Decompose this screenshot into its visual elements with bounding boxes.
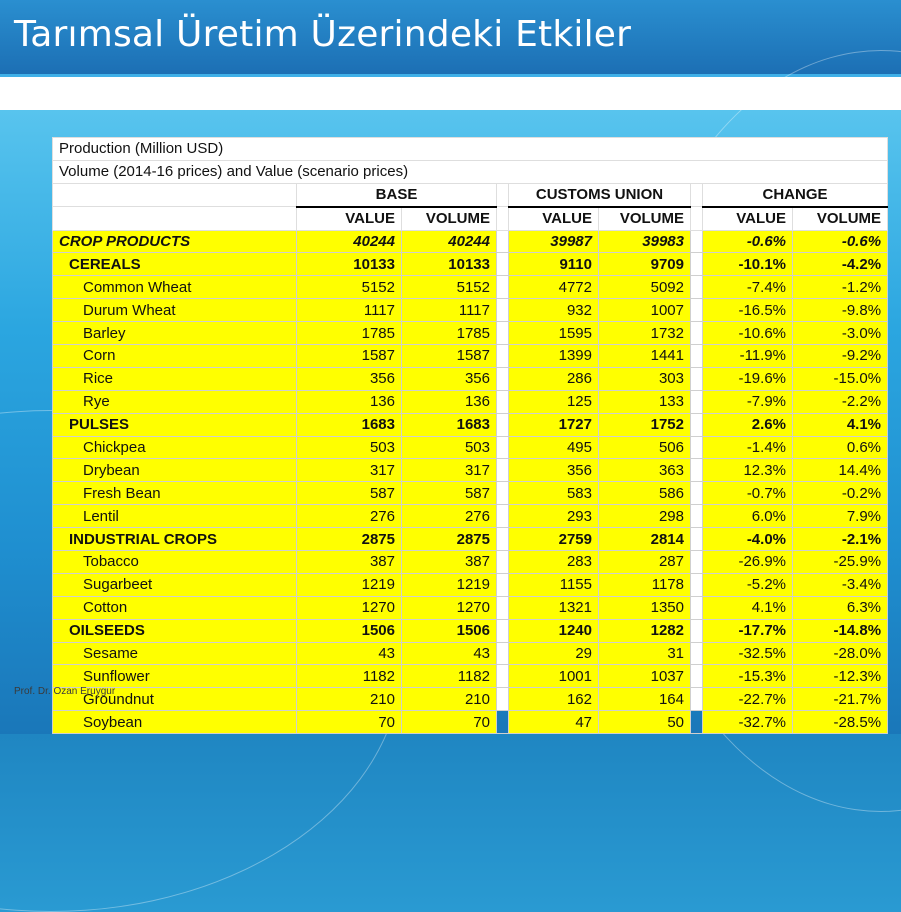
cell-b-val: 1587 xyxy=(297,345,402,368)
column-gap xyxy=(497,436,509,459)
column-gap xyxy=(691,482,703,505)
cell-b-val: 587 xyxy=(297,482,402,505)
cell-c-val: 39987 xyxy=(509,230,599,253)
cell-ch-vol: -0.2% xyxy=(793,482,888,505)
cell-b-vol: 136 xyxy=(402,390,497,413)
row-label: Fresh Bean xyxy=(53,482,297,505)
column-gap xyxy=(497,390,509,413)
column-gap xyxy=(497,299,509,322)
cell-ch-vol: 14.4% xyxy=(793,459,888,482)
column-gap xyxy=(691,253,703,276)
row-label: Chickpea xyxy=(53,436,297,459)
cell-c-vol: 5092 xyxy=(599,276,691,299)
column-gap xyxy=(691,367,703,390)
column-gap xyxy=(497,573,509,596)
cell-b-vol: 1587 xyxy=(402,345,497,368)
cell-b-vol: 1270 xyxy=(402,596,497,619)
column-gap xyxy=(691,573,703,596)
group-header-base: BASE xyxy=(297,183,497,206)
cell-b-val: 1785 xyxy=(297,322,402,345)
table-row xyxy=(53,619,888,642)
table-row xyxy=(53,436,888,459)
table-row xyxy=(53,551,888,574)
column-gap xyxy=(691,642,703,665)
cell-ch-vol: 6.3% xyxy=(793,596,888,619)
table-row xyxy=(53,459,888,482)
cell-ch-val: 6.0% xyxy=(703,505,793,528)
subheader-base-volume: VOLUME xyxy=(402,207,497,230)
cell-c-vol: 1282 xyxy=(599,619,691,642)
cell-ch-val: -32.5% xyxy=(703,642,793,665)
cell-c-val: 583 xyxy=(509,482,599,505)
subheader-cu-volume: VOLUME xyxy=(599,207,691,230)
cell-ch-val: -0.6% xyxy=(703,230,793,253)
cell-b-val: 387 xyxy=(297,551,402,574)
row-label: PULSES xyxy=(53,413,297,436)
cell-b-val: 1270 xyxy=(297,596,402,619)
cell-c-vol: 1178 xyxy=(599,573,691,596)
row-label: Cotton xyxy=(53,596,297,619)
cell-b-vol: 43 xyxy=(402,642,497,665)
cell-ch-vol: 7.9% xyxy=(793,505,888,528)
cell-ch-val: -16.5% xyxy=(703,299,793,322)
column-gap xyxy=(691,345,703,368)
cell-b-val: 136 xyxy=(297,390,402,413)
cell-ch-vol: -15.0% xyxy=(793,367,888,390)
cell-b-vol: 1219 xyxy=(402,573,497,596)
cell-b-val: 5152 xyxy=(297,276,402,299)
cell-c-vol: 1441 xyxy=(599,345,691,368)
subheader-change-value: VALUE xyxy=(703,207,793,230)
column-gap xyxy=(691,390,703,413)
cell-c-val: 162 xyxy=(509,688,599,711)
cell-b-vol: 210 xyxy=(402,688,497,711)
cell-b-vol: 1506 xyxy=(402,619,497,642)
column-gap xyxy=(691,665,703,688)
column-gap xyxy=(497,642,509,665)
column-gap xyxy=(497,596,509,619)
column-gap xyxy=(691,299,703,322)
cell-c-val: 1001 xyxy=(509,665,599,688)
cell-ch-vol: -12.3% xyxy=(793,665,888,688)
cell-b-val: 43 xyxy=(297,642,402,665)
cell-ch-val: -7.9% xyxy=(703,390,793,413)
column-gap xyxy=(691,459,703,482)
column-gap xyxy=(691,551,703,574)
cell-ch-val: -10.1% xyxy=(703,253,793,276)
subheader-change-volume: VOLUME xyxy=(793,207,888,230)
cell-ch-vol: -3.4% xyxy=(793,573,888,596)
cell-ch-val: 2.6% xyxy=(703,413,793,436)
cell-c-vol: 1037 xyxy=(599,665,691,688)
row-label: Common Wheat xyxy=(53,276,297,299)
cell-b-val: 10133 xyxy=(297,253,402,276)
row-label: Groundnut xyxy=(53,688,297,711)
row-label: Lentil xyxy=(53,505,297,528)
cell-c-vol: 1752 xyxy=(599,413,691,436)
column-gap xyxy=(497,551,509,574)
table-row xyxy=(53,596,888,619)
cell-ch-val: -17.7% xyxy=(703,619,793,642)
row-label: CROP PRODUCTS xyxy=(53,230,297,253)
column-gap xyxy=(497,688,509,711)
cell-b-vol: 70 xyxy=(402,711,497,734)
cell-c-vol: 586 xyxy=(599,482,691,505)
cell-ch-val: -26.9% xyxy=(703,551,793,574)
cell-c-vol: 363 xyxy=(599,459,691,482)
cell-b-val: 70 xyxy=(297,711,402,734)
column-gap xyxy=(691,596,703,619)
cell-ch-val: -19.6% xyxy=(703,367,793,390)
cell-b-vol: 1785 xyxy=(402,322,497,345)
cell-ch-vol: -3.0% xyxy=(793,322,888,345)
column-gap xyxy=(691,711,703,734)
cell-b-vol: 1683 xyxy=(402,413,497,436)
cell-ch-vol: 0.6% xyxy=(793,436,888,459)
cell-ch-val: -10.6% xyxy=(703,322,793,345)
cell-c-val: 47 xyxy=(509,711,599,734)
subheader-base-value: VALUE xyxy=(297,207,402,230)
cell-c-vol: 1350 xyxy=(599,596,691,619)
cell-ch-vol: -2.2% xyxy=(793,390,888,413)
cell-c-vol: 2814 xyxy=(599,528,691,551)
cell-c-vol: 287 xyxy=(599,551,691,574)
group-header-change: CHANGE xyxy=(703,183,888,206)
cell-b-val: 210 xyxy=(297,688,402,711)
column-gap xyxy=(497,367,509,390)
cell-b-val: 317 xyxy=(297,459,402,482)
column-gap xyxy=(497,345,509,368)
cell-ch-val: -1.4% xyxy=(703,436,793,459)
cell-b-val: 40244 xyxy=(297,230,402,253)
table-caption-prices: Volume (2014-16 prices) and Value (scenario prices) xyxy=(53,160,888,183)
author-footer: Prof. Dr. Ozan Eruygur xyxy=(14,686,116,697)
cell-b-val: 276 xyxy=(297,505,402,528)
table-row xyxy=(53,253,888,276)
table-row xyxy=(53,413,888,436)
cell-c-vol: 303 xyxy=(599,367,691,390)
cell-b-vol: 356 xyxy=(402,367,497,390)
cell-b-val: 2875 xyxy=(297,528,402,551)
cell-ch-vol: -1.2% xyxy=(793,276,888,299)
cell-ch-val: -0.7% xyxy=(703,482,793,505)
subheader-cu-value: VALUE xyxy=(509,207,599,230)
production-table-container xyxy=(52,137,887,731)
cell-ch-val: -32.7% xyxy=(703,711,793,734)
cell-c-val: 293 xyxy=(509,505,599,528)
table-row xyxy=(53,688,888,711)
cell-c-vol: 298 xyxy=(599,505,691,528)
cell-c-val: 9110 xyxy=(509,253,599,276)
table-row xyxy=(53,390,888,413)
cell-ch-val: -7.4% xyxy=(703,276,793,299)
cell-c-val: 4772 xyxy=(509,276,599,299)
column-gap xyxy=(497,413,509,436)
cell-ch-val: -4.0% xyxy=(703,528,793,551)
column-gap xyxy=(497,619,509,642)
cell-b-val: 1182 xyxy=(297,665,402,688)
cell-c-vol: 133 xyxy=(599,390,691,413)
column-gap xyxy=(691,505,703,528)
table-row xyxy=(53,345,888,368)
cell-b-val: 1683 xyxy=(297,413,402,436)
table-row xyxy=(53,505,888,528)
row-label: Durum Wheat xyxy=(53,299,297,322)
cell-c-val: 286 xyxy=(509,367,599,390)
table-row xyxy=(53,642,888,665)
cell-ch-val: -5.2% xyxy=(703,573,793,596)
column-gap xyxy=(691,413,703,436)
cell-b-vol: 10133 xyxy=(402,253,497,276)
cell-c-val: 1727 xyxy=(509,413,599,436)
cell-ch-val: -11.9% xyxy=(703,345,793,368)
cell-b-vol: 1182 xyxy=(402,665,497,688)
cell-b-val: 356 xyxy=(297,367,402,390)
cell-ch-vol: -25.9% xyxy=(793,551,888,574)
column-gap xyxy=(691,276,703,299)
row-label: Corn xyxy=(53,345,297,368)
row-label: Barley xyxy=(53,322,297,345)
cell-c-vol: 164 xyxy=(599,688,691,711)
cell-c-val: 932 xyxy=(509,299,599,322)
cell-ch-vol: -21.7% xyxy=(793,688,888,711)
column-gap xyxy=(497,528,509,551)
cell-c-val: 125 xyxy=(509,390,599,413)
column-gap xyxy=(497,276,509,299)
cell-c-val: 2759 xyxy=(509,528,599,551)
cell-c-vol: 1732 xyxy=(599,322,691,345)
cell-b-vol: 387 xyxy=(402,551,497,574)
production-table xyxy=(52,137,888,734)
column-gap xyxy=(497,459,509,482)
column-gap xyxy=(497,711,509,734)
cell-b-vol: 40244 xyxy=(402,230,497,253)
cell-c-vol: 9709 xyxy=(599,253,691,276)
cell-c-val: 356 xyxy=(509,459,599,482)
column-gap xyxy=(497,230,509,253)
table-row xyxy=(53,367,888,390)
cell-ch-val: 12.3% xyxy=(703,459,793,482)
column-gap xyxy=(497,322,509,345)
table-row xyxy=(53,482,888,505)
cell-b-val: 1506 xyxy=(297,619,402,642)
column-gap xyxy=(497,253,509,276)
table-row xyxy=(53,299,888,322)
title-bar xyxy=(0,0,901,77)
table-caption-units: Production (Million USD) xyxy=(53,138,888,161)
row-label: Drybean xyxy=(53,459,297,482)
cell-c-vol: 50 xyxy=(599,711,691,734)
column-gap xyxy=(691,688,703,711)
cell-b-vol: 5152 xyxy=(402,276,497,299)
column-gap xyxy=(497,665,509,688)
cell-b-vol: 587 xyxy=(402,482,497,505)
column-gap xyxy=(691,230,703,253)
cell-ch-val: 4.1% xyxy=(703,596,793,619)
column-gap xyxy=(691,619,703,642)
cell-c-vol: 1007 xyxy=(599,299,691,322)
row-label: Tobacco xyxy=(53,551,297,574)
cell-b-val: 503 xyxy=(297,436,402,459)
cell-ch-val: -22.7% xyxy=(703,688,793,711)
cell-c-val: 495 xyxy=(509,436,599,459)
cell-ch-vol: -4.2% xyxy=(793,253,888,276)
cell-ch-vol: -2.1% xyxy=(793,528,888,551)
cell-c-val: 1155 xyxy=(509,573,599,596)
cell-ch-vol: -28.5% xyxy=(793,711,888,734)
column-gap xyxy=(497,482,509,505)
table-row xyxy=(53,322,888,345)
row-label: Sugarbeet xyxy=(53,573,297,596)
cell-ch-vol: -9.8% xyxy=(793,299,888,322)
cell-ch-vol: -14.8% xyxy=(793,619,888,642)
table-row xyxy=(53,528,888,551)
cell-c-val: 1595 xyxy=(509,322,599,345)
row-label: Sunflower xyxy=(53,665,297,688)
cell-b-val: 1219 xyxy=(297,573,402,596)
cell-ch-vol: -28.0% xyxy=(793,642,888,665)
cell-ch-vol: -0.6% xyxy=(793,230,888,253)
row-label: Sesame xyxy=(53,642,297,665)
group-header-customs-union: CUSTOMS UNION xyxy=(509,183,691,206)
cell-c-val: 283 xyxy=(509,551,599,574)
cell-ch-val: -15.3% xyxy=(703,665,793,688)
row-label: Rye xyxy=(53,390,297,413)
cell-b-vol: 276 xyxy=(402,505,497,528)
cell-b-vol: 1117 xyxy=(402,299,497,322)
table-row xyxy=(53,573,888,596)
cell-b-val: 1117 xyxy=(297,299,402,322)
slide-title: Tarımsal Üretim Üzerindeki Etkiler xyxy=(14,14,632,55)
row-label: Soybean xyxy=(53,711,297,734)
cell-ch-vol: 4.1% xyxy=(793,413,888,436)
cell-ch-vol: -9.2% xyxy=(793,345,888,368)
table-row xyxy=(53,665,888,688)
column-gap xyxy=(691,436,703,459)
row-label: INDUSTRIAL CROPS xyxy=(53,528,297,551)
cell-b-vol: 503 xyxy=(402,436,497,459)
cell-b-vol: 2875 xyxy=(402,528,497,551)
cell-c-val: 1240 xyxy=(509,619,599,642)
row-label: OILSEEDS xyxy=(53,619,297,642)
table-row xyxy=(53,711,888,734)
row-label: Rice xyxy=(53,367,297,390)
table-row xyxy=(53,276,888,299)
column-gap xyxy=(497,505,509,528)
cell-c-vol: 39983 xyxy=(599,230,691,253)
row-label: CEREALS xyxy=(53,253,297,276)
cell-b-vol: 317 xyxy=(402,459,497,482)
cell-c-val: 1321 xyxy=(509,596,599,619)
cell-c-val: 29 xyxy=(509,642,599,665)
column-gap xyxy=(691,322,703,345)
table-row xyxy=(53,230,888,253)
cell-c-val: 1399 xyxy=(509,345,599,368)
cell-c-vol: 506 xyxy=(599,436,691,459)
column-gap xyxy=(691,528,703,551)
cell-c-vol: 31 xyxy=(599,642,691,665)
